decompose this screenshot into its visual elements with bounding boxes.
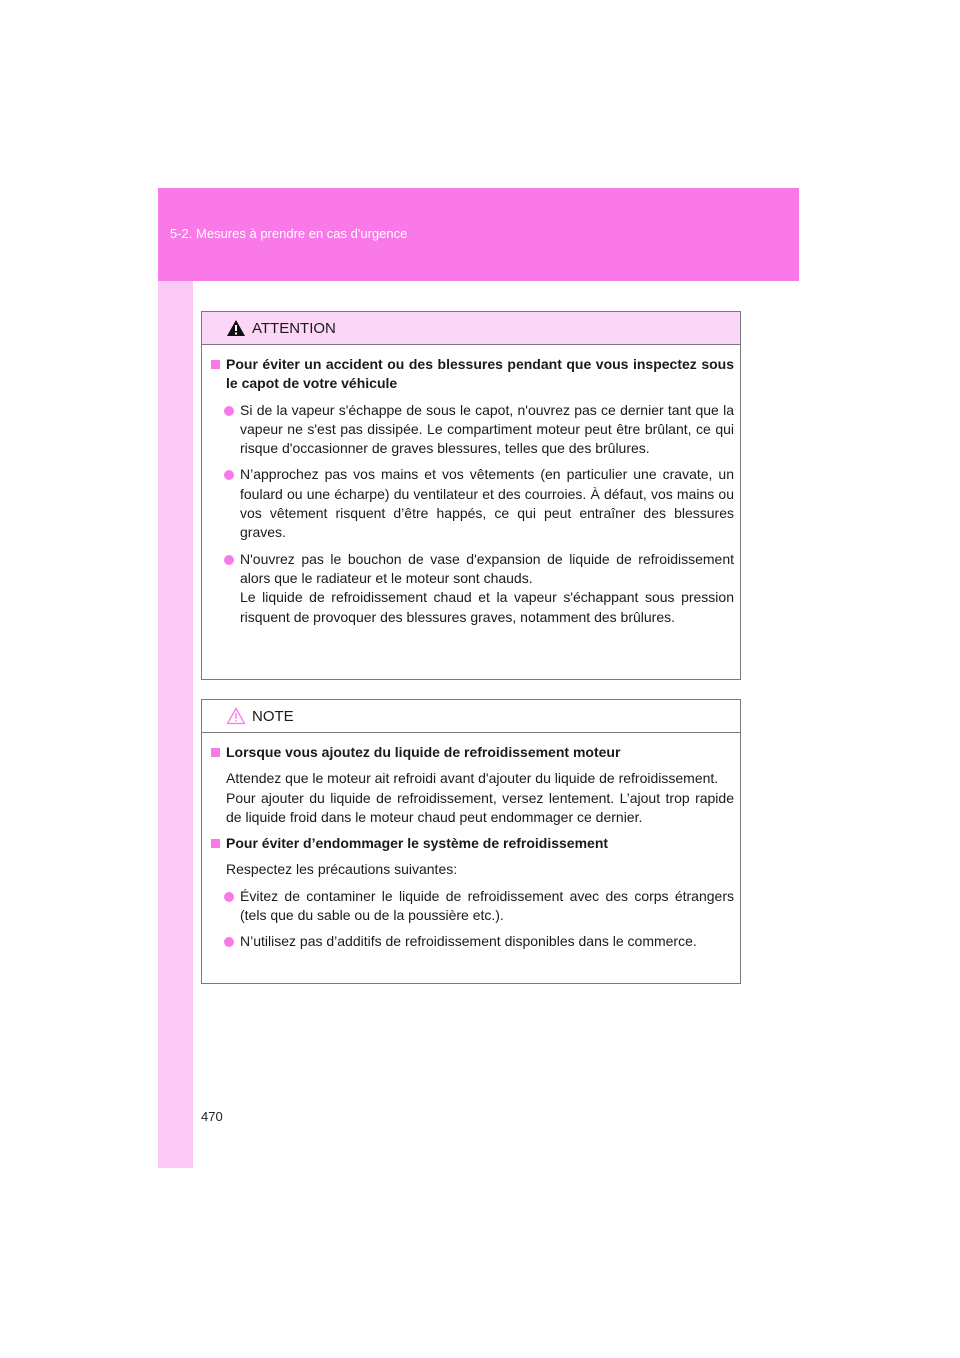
list-item: Si de la vapeur s'échappe de sous le capot, n'ouvrez pas ce dernier tant que la vapeur ne s'est pas dissipée. Le compartiment moteur peut être brûlant, ce qui risque d'occasionner de graves blessures, telles que des brûlures.: [210, 401, 734, 459]
warning-icon: [226, 319, 246, 337]
square-bullet-icon: [211, 839, 220, 848]
side-strip: [158, 281, 193, 1168]
note-title: NOTE: [252, 707, 294, 725]
section-title: 5-2. Mesures à prendre en cas d'urgence: [170, 226, 408, 241]
note-header: [202, 700, 740, 733]
note-box: [201, 699, 741, 984]
note-heading: Pour éviter d’endommager le système de refroidissement: [210, 834, 734, 853]
list-item: N’approchez pas vos mains et vos vêtements (en particulier une cravate, un foulard ou une écharpe) du ventilateur et des courroies. À défaut, vos mains ou vos vêtement risquent d’être happés, ce qui peut entraîner des blessures graves.: [210, 465, 734, 542]
page-number: 470: [201, 1109, 223, 1124]
list-item: Évitez de contaminer le liquide de refroidissement avec des corps étrangers (tels que du sable ou de la poussière etc.).: [210, 887, 734, 926]
note-paragraph: Attendez que le moteur ait refroidi avant d'ajouter du liquide de refroidissement. Pour ajouter du liquide de refroidissement, versez lentement. L’ajout trop rapide de liquide froid dans le moteur chaud peut endommager ce dernier.: [226, 770, 734, 825]
circle-bullet-icon: [224, 406, 234, 416]
note-heading: Lorsque vous ajoutez du liquide de refroidissement moteur: [210, 743, 734, 762]
circle-bullet-icon: [224, 470, 234, 480]
list-item: N’utilisez pas d’additifs de refroidissement disponibles dans le commerce.: [210, 932, 734, 951]
note-intro: Respectez les précautions suivantes:: [226, 861, 458, 878]
list-item: N'ouvrez pas le bouchon de vase d'expansion de liquide de refroidissement alors que le radiateur et le moteur sont chauds. Le liquide de refroidissement chaud et la vapeur s'échappant sous pression risquent de provoquer des blessures graves, notamment des brûlures.: [210, 550, 734, 627]
circle-bullet-icon: [224, 555, 234, 565]
square-bullet-icon: [211, 360, 220, 369]
attention-heading: Pour éviter un accident ou des blessures pendant que vous inspectez sous le capot de votre véhicule: [210, 355, 734, 394]
warning-icon: [226, 707, 246, 725]
attention-title: ATTENTION: [252, 319, 336, 337]
circle-bullet-icon: [224, 892, 234, 902]
attention-box: [201, 311, 741, 680]
square-bullet-icon: [211, 748, 220, 757]
circle-bullet-icon: [224, 937, 234, 947]
attention-header: [202, 312, 740, 345]
